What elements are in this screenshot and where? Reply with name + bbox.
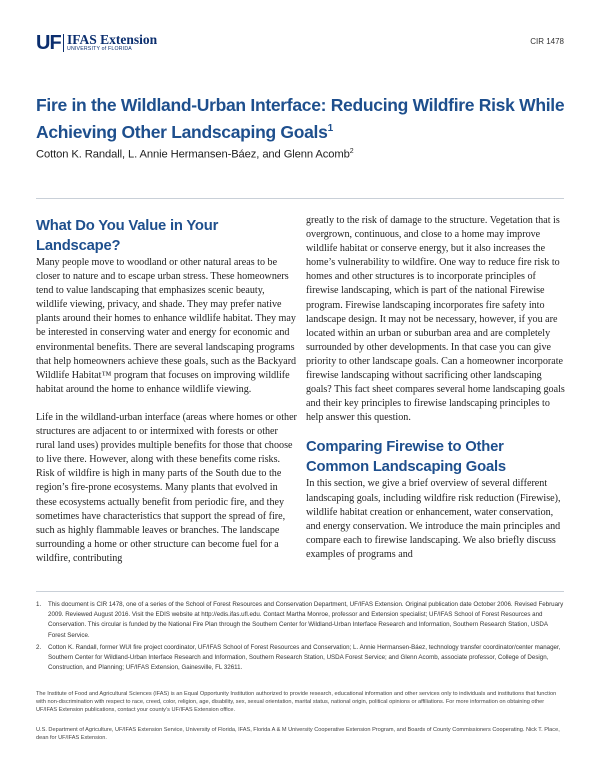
footnote-number: 2. [36,644,42,651]
paragraph-risk: greatly to the risk of damage to the structure. Vegetation that is overgrown, continuous, and close to a home may improve wildlife habitat or conserve energy, but it also increases the home’s vulnerability to wildfire. One way to reduce fire risk to homes and other structures is to incorporate principles of firewise landscaping, which is part of the national Firewise program. Firewise landscaping incorporates fire safety into landscape design. It may not be necessary, however, if you are located within an urban or suburban area and are completely surrounded by other developments. In that case you can give priority to other landscape goals. Can a homeowner incorporate firewise landscaping without sacrificing other landscaping goals? This fact sheet compares several home landscaping goals and their key principles to firewise landscaping principles to help answer this question. [306,215,565,424]
section-heading-comparing: Comparing Firewise to Other Common Landscaping Goals [306,439,506,476]
document-title [36,93,566,144]
paragraph-comparing: In this section, we give a brief overview of several different landscaping goals, including wildfire risk reduction (Firewise), wildlife habitat creation or enhancement, water conservation, and energy conservation. We introduce the main principles and compare each to firewise landscaping. We also briefly discuss examples of programs and [306,478,561,560]
usda-statement: U.S. Department of Agriculture, UF/IFAS Extension Service, University of Florida, IFAS, Florida A & M University Cooperative Extension Program, and Boards of County Commissioners Cooperating. Nick T. Place, dean for UF/IFAS Extension. [36,727,560,742]
authors-line [36,148,354,161]
paragraph-values: Many people move to woodland or other natural areas to be closer to nature and to escape urban stress. These homeowners tend to value landscaping that emphasizes scenic beauty, wildlife viewing, privacy, and shade. They may prefer native plants around their homes to enhance wildlife habitat. They may be interested in conserving water and energy for economic and environmental benefits. There are several landscaping programs that help homeowners achieve these goals, such as the Backyard Wildlife Habitat™ program that focuses on improving wildlife habitat around the home to enhance wildlife viewing. [36,257,297,395]
authors-footnote-ref[interactable]: 2 [349,148,354,155]
title-divider [36,198,564,199]
footnote-text: This document is CIR 1478, one of a series of the School of Forest Resources and Conservation Department, UF/IFAS Extension. Original publication date October 2006. Revised February 2009. Reviewed August 2016. Visit the EDIS website at http://edis.ifas.ufl.edu. Contact Martha Monroe, professor and Extension specialist; UF/IFAS School of Forest Resources and Conservation. This circular is funded by the National Fire Plan through the Southern Center for Wildland-Urban Interface Research and Information, Southern Research Station, USDA Forest Service. [48,601,564,639]
document-id: CIR 1478 [530,37,564,46]
page-header [36,33,564,53]
title-text: Fire in the Wildland-Urban Interface: Reducing Wildfire Risk While Achieving Other Landscaping Goals [36,95,565,142]
right-column [306,214,568,562]
footnote-divider [36,591,564,592]
section-heading-values: What Do You Value in Your Landscape? [36,218,219,254]
title-footnote-ref[interactable]: 1 [327,123,333,134]
authors-text: Cotton K. Randall, L. Annie Hermansen-Báez, and Glenn Acomb [36,148,350,161]
logo-divider [63,34,64,52]
left-column [36,216,298,566]
footnote-number: 1. [36,601,42,608]
equal-opportunity-statement: The Institute of Food and Agricultural Sciences (IFAS) is an Equal Opportunity Institution authorized to provide research, educational information and other services only to individuals and institutions that function with non-discrimination with respect to race, creed, color, religion, age, disability, sex, sexual orientation, marital status, national origin, political opinions or affiliations. For more information on obtaining other UF/IFAS Extension publications, contact your county’s UF/IFAS Extension office. [36,691,557,714]
footnote-2 [36,643,564,674]
footnote-text: Cotton K. Randall, former WUI fire project coordinator, UF/IFAS School of Forest Resources and Conservation; L. Annie Hermansen-Báez, technology transfer coordinator/center manager, Southern Center for Wildland-Urban Interface Research and Information, Southern Research Station, USDA Forest Service; and Glenn Acomb, associate professor, College of Design, Construction, and Planning; UF/IFAS Extension, Gainesville, FL 32611. [48,644,561,672]
paragraph-wui: Life in the wildland-urban interface (areas where homes or other structures are adjacent to or intermixed with forests or other rural land uses) provides multiple benefits for those that choose to live there. However, along with these benefits come risks. Risk of wildfire is high in many parts of the South due to the region’s fire-prone ecosystems. Many plants that evolved in these ecosystems actually benefit from periodic fire, and they sometimes have characteristics that support the spread of fire, such as highly flammable leaves or branches. The landscape surrounding a home or other structure can become fuel for a wildfire, contributing [36,411,297,564]
uf-logo-mark: UF [36,32,61,54]
ifas-extension-logo-text: IFAS Extension [67,32,158,47]
footnote-1 [36,600,564,641]
university-of-florida-text: UNIVERSITY of FLORIDA [67,46,132,52]
